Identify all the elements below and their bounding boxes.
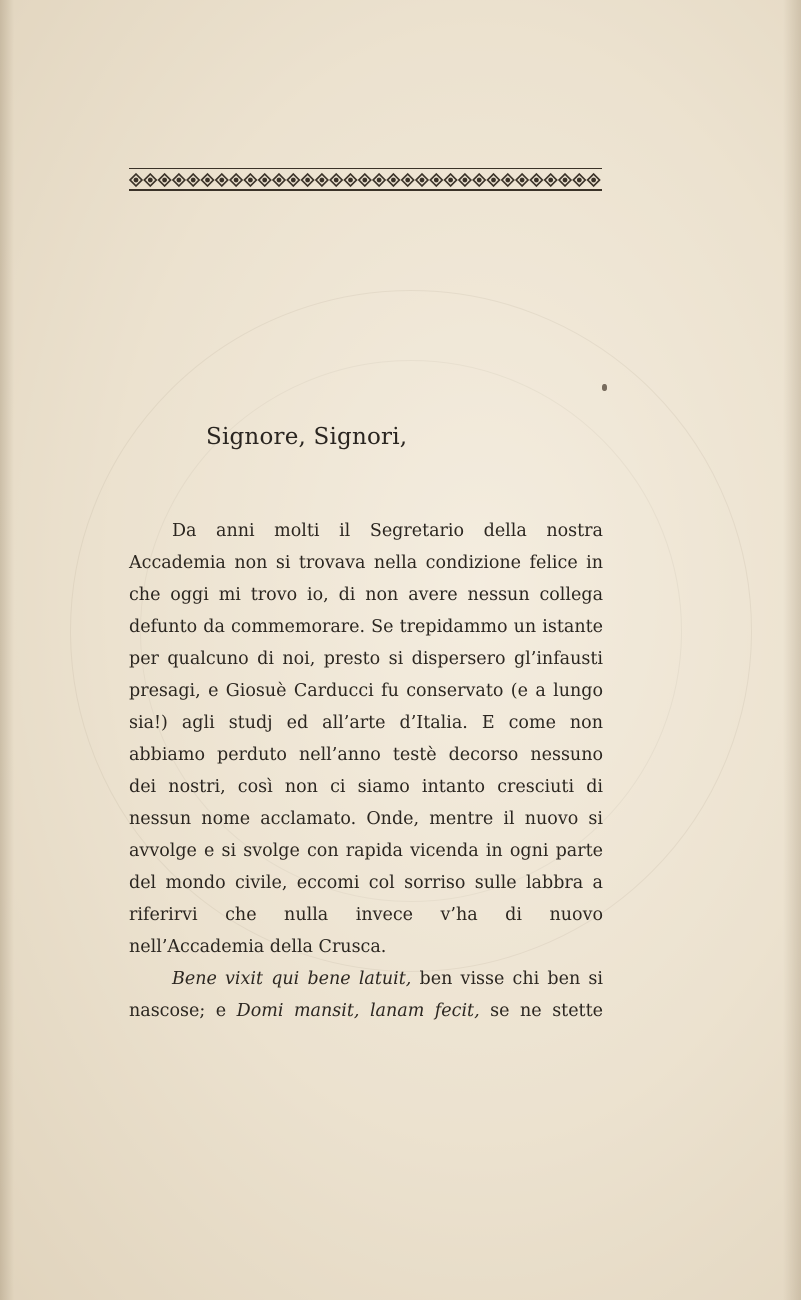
- ornament-bottom-rule: [129, 189, 602, 191]
- ornament-link-icon: [488, 174, 500, 186]
- ornament-link-icon: [216, 174, 228, 186]
- ornament-link-icon: [273, 174, 285, 186]
- ornament-link-icon: [530, 174, 542, 186]
- ornament-link-icon: [516, 174, 528, 186]
- ornament-link-icon: [473, 174, 485, 186]
- ornament-link-icon: [402, 174, 414, 186]
- ornament-link-icon: [502, 174, 514, 186]
- latin-phrase-1: Bene vixit qui bene latuit,: [172, 969, 412, 989]
- body-text: [129, 515, 603, 1027]
- ornament-link-icon: [187, 174, 199, 186]
- salutation-heading: Signore, Signori,: [206, 424, 408, 450]
- ornament-link-icon: [302, 174, 314, 186]
- ornament-link-icon: [387, 174, 399, 186]
- ornament-link-icon: [202, 174, 214, 186]
- ornament-link-icon: [259, 174, 271, 186]
- ornament-link-icon: [359, 174, 371, 186]
- ornament-link-icon: [545, 174, 557, 186]
- paragraph-1: Da anni molti il Segretario della nostra Accademia non si trovava nella condizione felice in che oggi mi trovo io, di non avere nessun collega defunto da commemorare. Se trepidammo un istante per qualcuno di noi, presto si dispersero gl’infausti presagi, e Giosuè Carducci fu conservato (e a lungo sia!) agli studj ed all’arte d’Italia. E come non abbiamo perduto nell’anno testè decorso nessuno dei nostri, così non ci siamo intanto cresciuti di nessun nome acclamato. Onde, mentre il nuovo si avvolge e si svolge con rapida vicenda in ogni parte del mondo civile, eccomi col sorriso sulle labbra a riferirvi che nulla invece v’ha di nuovo nell’Accademia della Crusca.: [129, 521, 603, 957]
- ornament-link-icon: [445, 174, 457, 186]
- ornament-link-icon: [173, 174, 185, 186]
- ornament-link-icon: [573, 174, 585, 186]
- ornament-link-icon: [588, 174, 600, 186]
- paragraph-2: [129, 963, 603, 1027]
- ornament-link-icon: [316, 174, 328, 186]
- ornament-link-icon: [559, 174, 571, 186]
- ornament-link-icon: [230, 174, 242, 186]
- ornament-link-icon: [459, 174, 471, 186]
- ornament-link-icon: [330, 174, 342, 186]
- ornament-link-icon: [345, 174, 357, 186]
- ornament-link-icon: [159, 174, 171, 186]
- ornament-link-icon: [244, 174, 256, 186]
- latin-phrase-2: Domi mansit, lanam fecit,: [236, 1001, 480, 1021]
- paragraph-2-text-1: ben visse chi ben si nascose; e: [129, 969, 603, 1021]
- ornament-chain-icon: [129, 172, 602, 188]
- ornament-top-rule: [129, 168, 602, 169]
- ornament-link-icon: [373, 174, 385, 186]
- decorative-border-ornament: [129, 168, 602, 194]
- paragraph-2-text-2: se ne stette: [479, 1001, 603, 1021]
- ornament-link-icon: [287, 174, 299, 186]
- ornament-link-icon: [144, 174, 156, 186]
- ornament-link-icon: [416, 174, 428, 186]
- ornament-link-icon: [430, 174, 442, 186]
- ornament-link-icon: [130, 174, 142, 186]
- ink-speck: [602, 384, 607, 391]
